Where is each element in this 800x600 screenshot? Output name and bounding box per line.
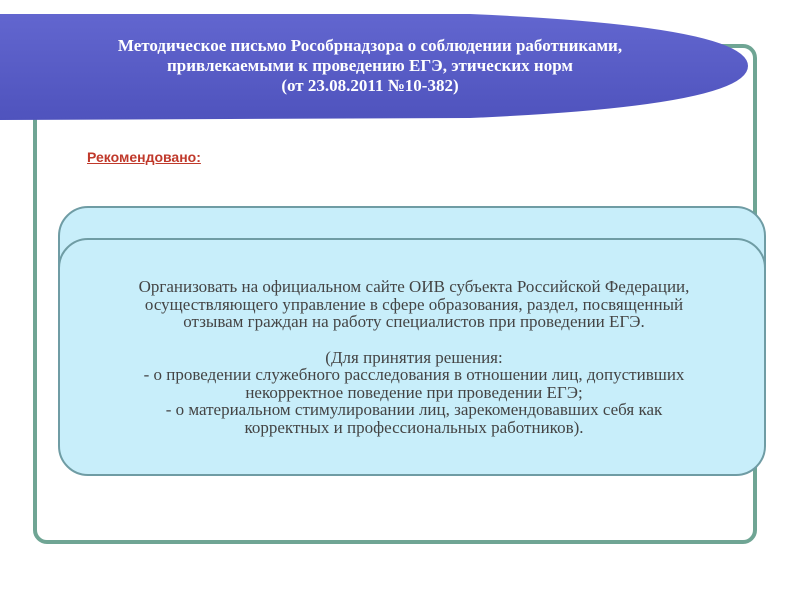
recommendation-line-5: - о проведении служебного расследования в отношении лиц, допустивших xyxy=(143,365,685,384)
recommendation-line-3: отзывам граждан на работу специалистов при проведении ЕГЭ. xyxy=(183,312,645,331)
recommendation-line-6: некорректное поведение при проведении ЕГЭ; xyxy=(245,382,583,402)
recommendation-line-8: корректных и профессиональных работников). xyxy=(244,417,584,437)
recommendation-line-4: (Для принятия решения: xyxy=(325,347,503,367)
title-line-2: привлекаемыми к проведению ЕГЭ, этических норм xyxy=(167,56,573,75)
recommendation-text xyxy=(70,278,758,436)
recommendation-line-2: осуществляющего управление в сфере образования, раздел, посвященный xyxy=(144,294,684,314)
recommendation-line-7: - о материальном стимулировании лиц, зарекомендовавших себя как xyxy=(165,400,663,419)
title-line-3: (от 23.08.2011 №10-382) xyxy=(281,76,459,95)
page-title xyxy=(40,36,700,96)
paragraph-gap xyxy=(70,331,758,349)
recommended-label: Рекомендовано: xyxy=(87,149,201,165)
title-line-1: Методическое письмо Рособрнадзора о соблюдении работниками, xyxy=(117,36,623,55)
recommendation-line-1: Организовать на официальном сайте ОИВ субъекта Российской Федерации, xyxy=(138,277,690,296)
